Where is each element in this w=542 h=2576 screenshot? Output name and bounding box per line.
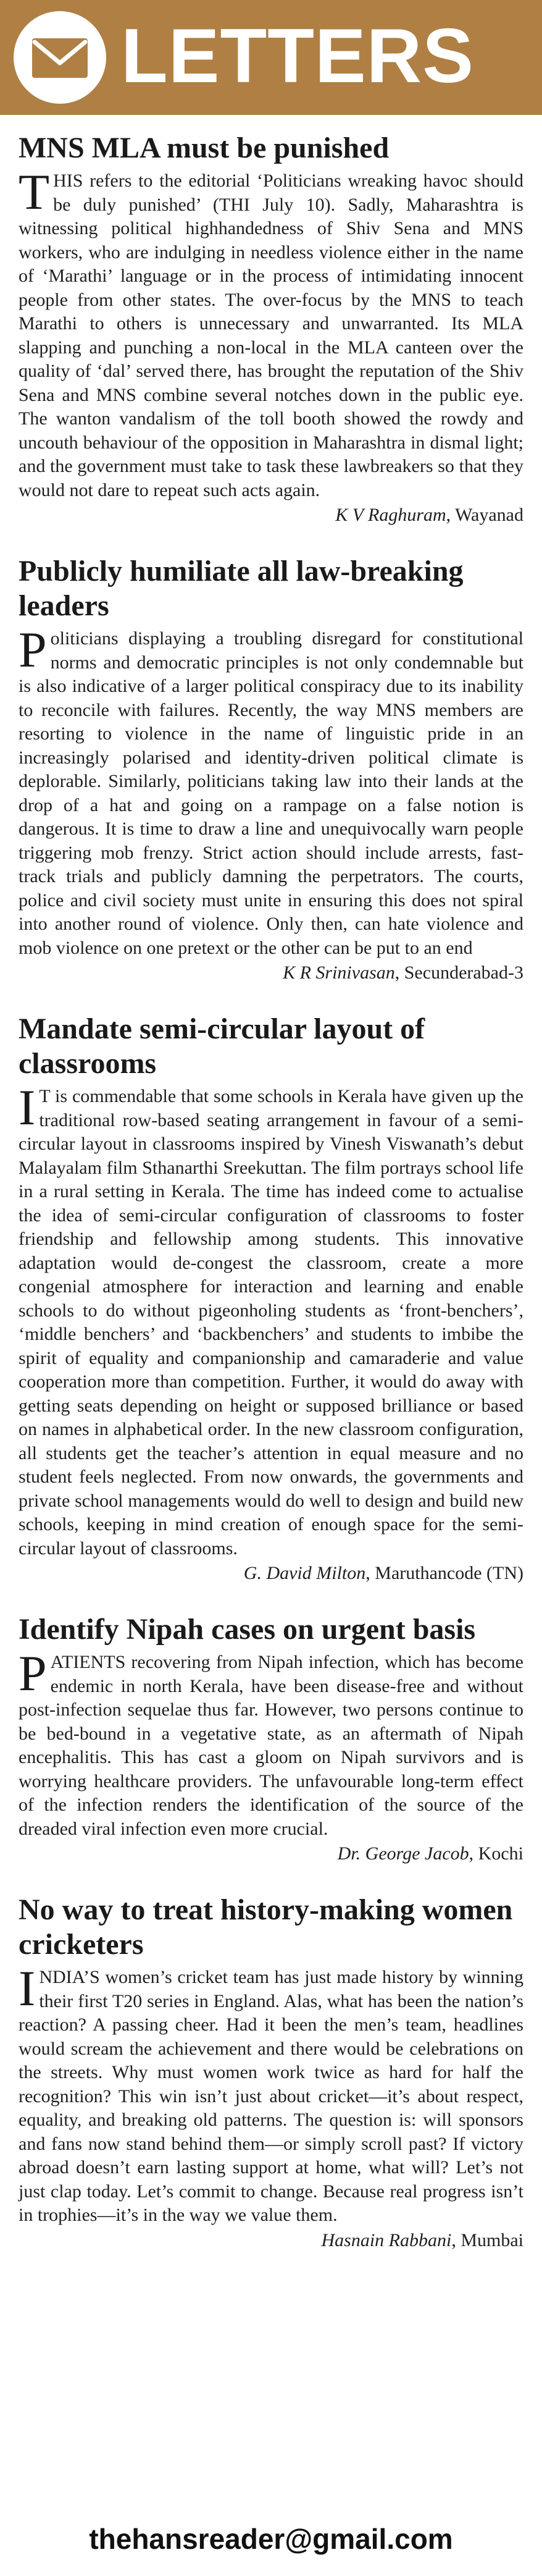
letter-item: [19, 1012, 523, 1585]
author-place: Maruthancode (TN): [375, 1563, 523, 1583]
letter-signature: K V Raghuram, Wayanad: [335, 505, 523, 525]
letter-item: [19, 554, 523, 985]
letter-body: [19, 1079, 523, 1560]
letter-signature: K R Srinivasan, Secunderabad-3: [283, 962, 523, 983]
letter-body: [19, 1960, 523, 2228]
letter-body-text: oliticians displaying a troubling disregard for constitutional norms and democratic principles is not only condemnable but is also indicative of a larger political conspiracy due to its inability to reconcile with failures. Recently, the way MNS members are resorting to violence in the name of linguistic pride in an increasingly polarised and identity-driven political climate is deplorable. Similarly, politicians taking law into their lands at the drop of a hat and going on a rampage on a false notion is dangerous. It is time to draw a line and unequivocally warn people triggering mob frenzy. Strict action should include arrests, fast-track trials and publicly damning the perpetrators. The courts, police and civil society must unite in ensuring this does not spiral into another round of violence. Only then, can hate violence and mob violence on one pretext or the other can be put to an end: [19, 628, 523, 958]
drop-cap: I: [19, 1079, 36, 1135]
drop-cap: I: [19, 1960, 36, 2016]
reader-email-link[interactable]: thehansreader@gmail.com: [89, 2523, 453, 2555]
author-name: K R Srinivasan: [283, 962, 395, 983]
letter-item: [19, 1893, 523, 2252]
author-name: G. David Milton: [243, 1563, 366, 1583]
letter-body-text: NDIA’S women’s cricket team has just made history by winning their first T20 series in England. Alas, what has been the nation’s reaction? A passing cheer. Had it been the men’s team, headlines would scream the achievement and there would be celebrations on the streets. Why must women work twice as hard for half the recognition? This win isn’t just about cricket—it’s about respect, equality, and breaking old patterns. The question is: will sponsors and fans now stand behind them—or simply scroll past? If victory abroad doesn’t earn lasting support at home, what will? Let’s not just clap today. Let’s commit to change. Because real progress isn’t in trophies—it’s in the way we value them.: [19, 1967, 523, 2225]
author-place: Mumbai: [461, 2229, 523, 2250]
drop-cap: T: [19, 164, 50, 220]
author-place: Secunderabad-3: [404, 962, 523, 983]
drop-cap: P: [19, 621, 47, 678]
letter-signature: G. David Milton, Maruthancode (TN): [243, 1563, 523, 1583]
letters-banner: [0, 0, 542, 115]
letter-body-text: HIS refers to the editorial ‘Politicians wreaking havoc should be duly punished’ (THI July 10). Sadly, Maharashtra is witnessing political highhandedness of Shiv Sena and MNS workers, who are indulging in needless violence either in the name of ‘Marathi’ language or in the process of intimidating innocent people from other states. The over-focus by the MNS to teach Marathi to others is unnecessary and unwarranted. Its MLA slapping and punching a non-local in the MLA canteen over the quality of ‘dal’ served there, has brought the reputation of the Shiv Sena and MNS combine several notches down in the public eye. The wanton vandalism of the toll booth showed the rowdy and uncouth behaviour of the opposition in Maharashtra in dismal light; and the government must take to task these lawbreakers so that they would not dare to repeat such acts again.: [19, 170, 523, 500]
letter-body: [19, 1645, 523, 1841]
letter-headline: MNS MLA must be punished: [19, 132, 390, 164]
section-title: LETTERS: [121, 14, 474, 99]
letter-signature: Dr. George Jacob, Kochi: [337, 1843, 523, 1864]
letter-headline: Identify Nipah cases on urgent basis: [19, 1613, 476, 1646]
letter-item: [19, 131, 523, 527]
letter-body: [19, 164, 523, 502]
letter-body: [19, 621, 523, 960]
letter-item: [19, 1612, 523, 1866]
drop-cap: P: [19, 1645, 47, 1701]
letter-headline: No way to treat history-making women cricketers: [19, 1893, 513, 1961]
author-name: Hasnain Rabbani: [321, 2229, 452, 2250]
letter-body-text: T is commendable that some schools in Kerala have given up the traditional row-based seating arrangement in favour of a semi-circular layout in classrooms inspired by Vinesh Viswanath’s debut Malayalam film Sthanarthi Sreekuttan. The film portrays school life in a rural setting in Kerala. The time has indeed come to actualise the idea of semi-circular configuration of classrooms to foster friendship and fellowship among students. This innovative adaptation would de-congest the classroom, create a more congenial atmosphere for interaction and learning and enable schools to do without pigeonholing students as ‘front-benchers’, ‘middle benchers’ and ‘backbenchers’ and students to imbibe the spirit of equality and companionship and camaraderie and value cooperation more than competition. Further, it would do away with getting seats depending on height or supposed brilliance or based on names in alphabetical order. In the new classroom configuration, all students get the teacher’s attention in equal measure and no student feels neglected. From now onwards, the governments and private school managements would do well to design and build new schools, keeping in mind creation of enough space for the semi-circular layout of classrooms.: [19, 1086, 523, 1559]
author-name: Dr. George Jacob: [337, 1843, 469, 1864]
letters-column: [19, 131, 523, 2279]
author-place: Wayanad: [455, 505, 523, 525]
author-place: Kochi: [478, 1843, 523, 1864]
envelope-icon: [14, 11, 106, 104]
letter-body-text: ATIENTS recovering from Nipah infection, which has become endemic in north Kerala, have been disease-free and without post-infection sequelae thus far. However, two persons continue to be bed-bound in a vegetative state, as an aftermath of Nipah encephalitis. This has cast a gloom on Nipah survivors and is worrying healthcare providers. The unfavourable long-term effect of the infection renders the identification of the source of the dreaded viral infection even more crucial.: [19, 1652, 523, 1839]
letter-headline: Mandate semi-circular layout of classrooms: [19, 1012, 425, 1080]
letter-headline: Publicly humiliate all law-breaking leaders: [19, 555, 464, 622]
letter-signature: Hasnain Rabbani, Mumbai: [321, 2229, 523, 2250]
author-name: K V Raghuram: [335, 505, 446, 525]
